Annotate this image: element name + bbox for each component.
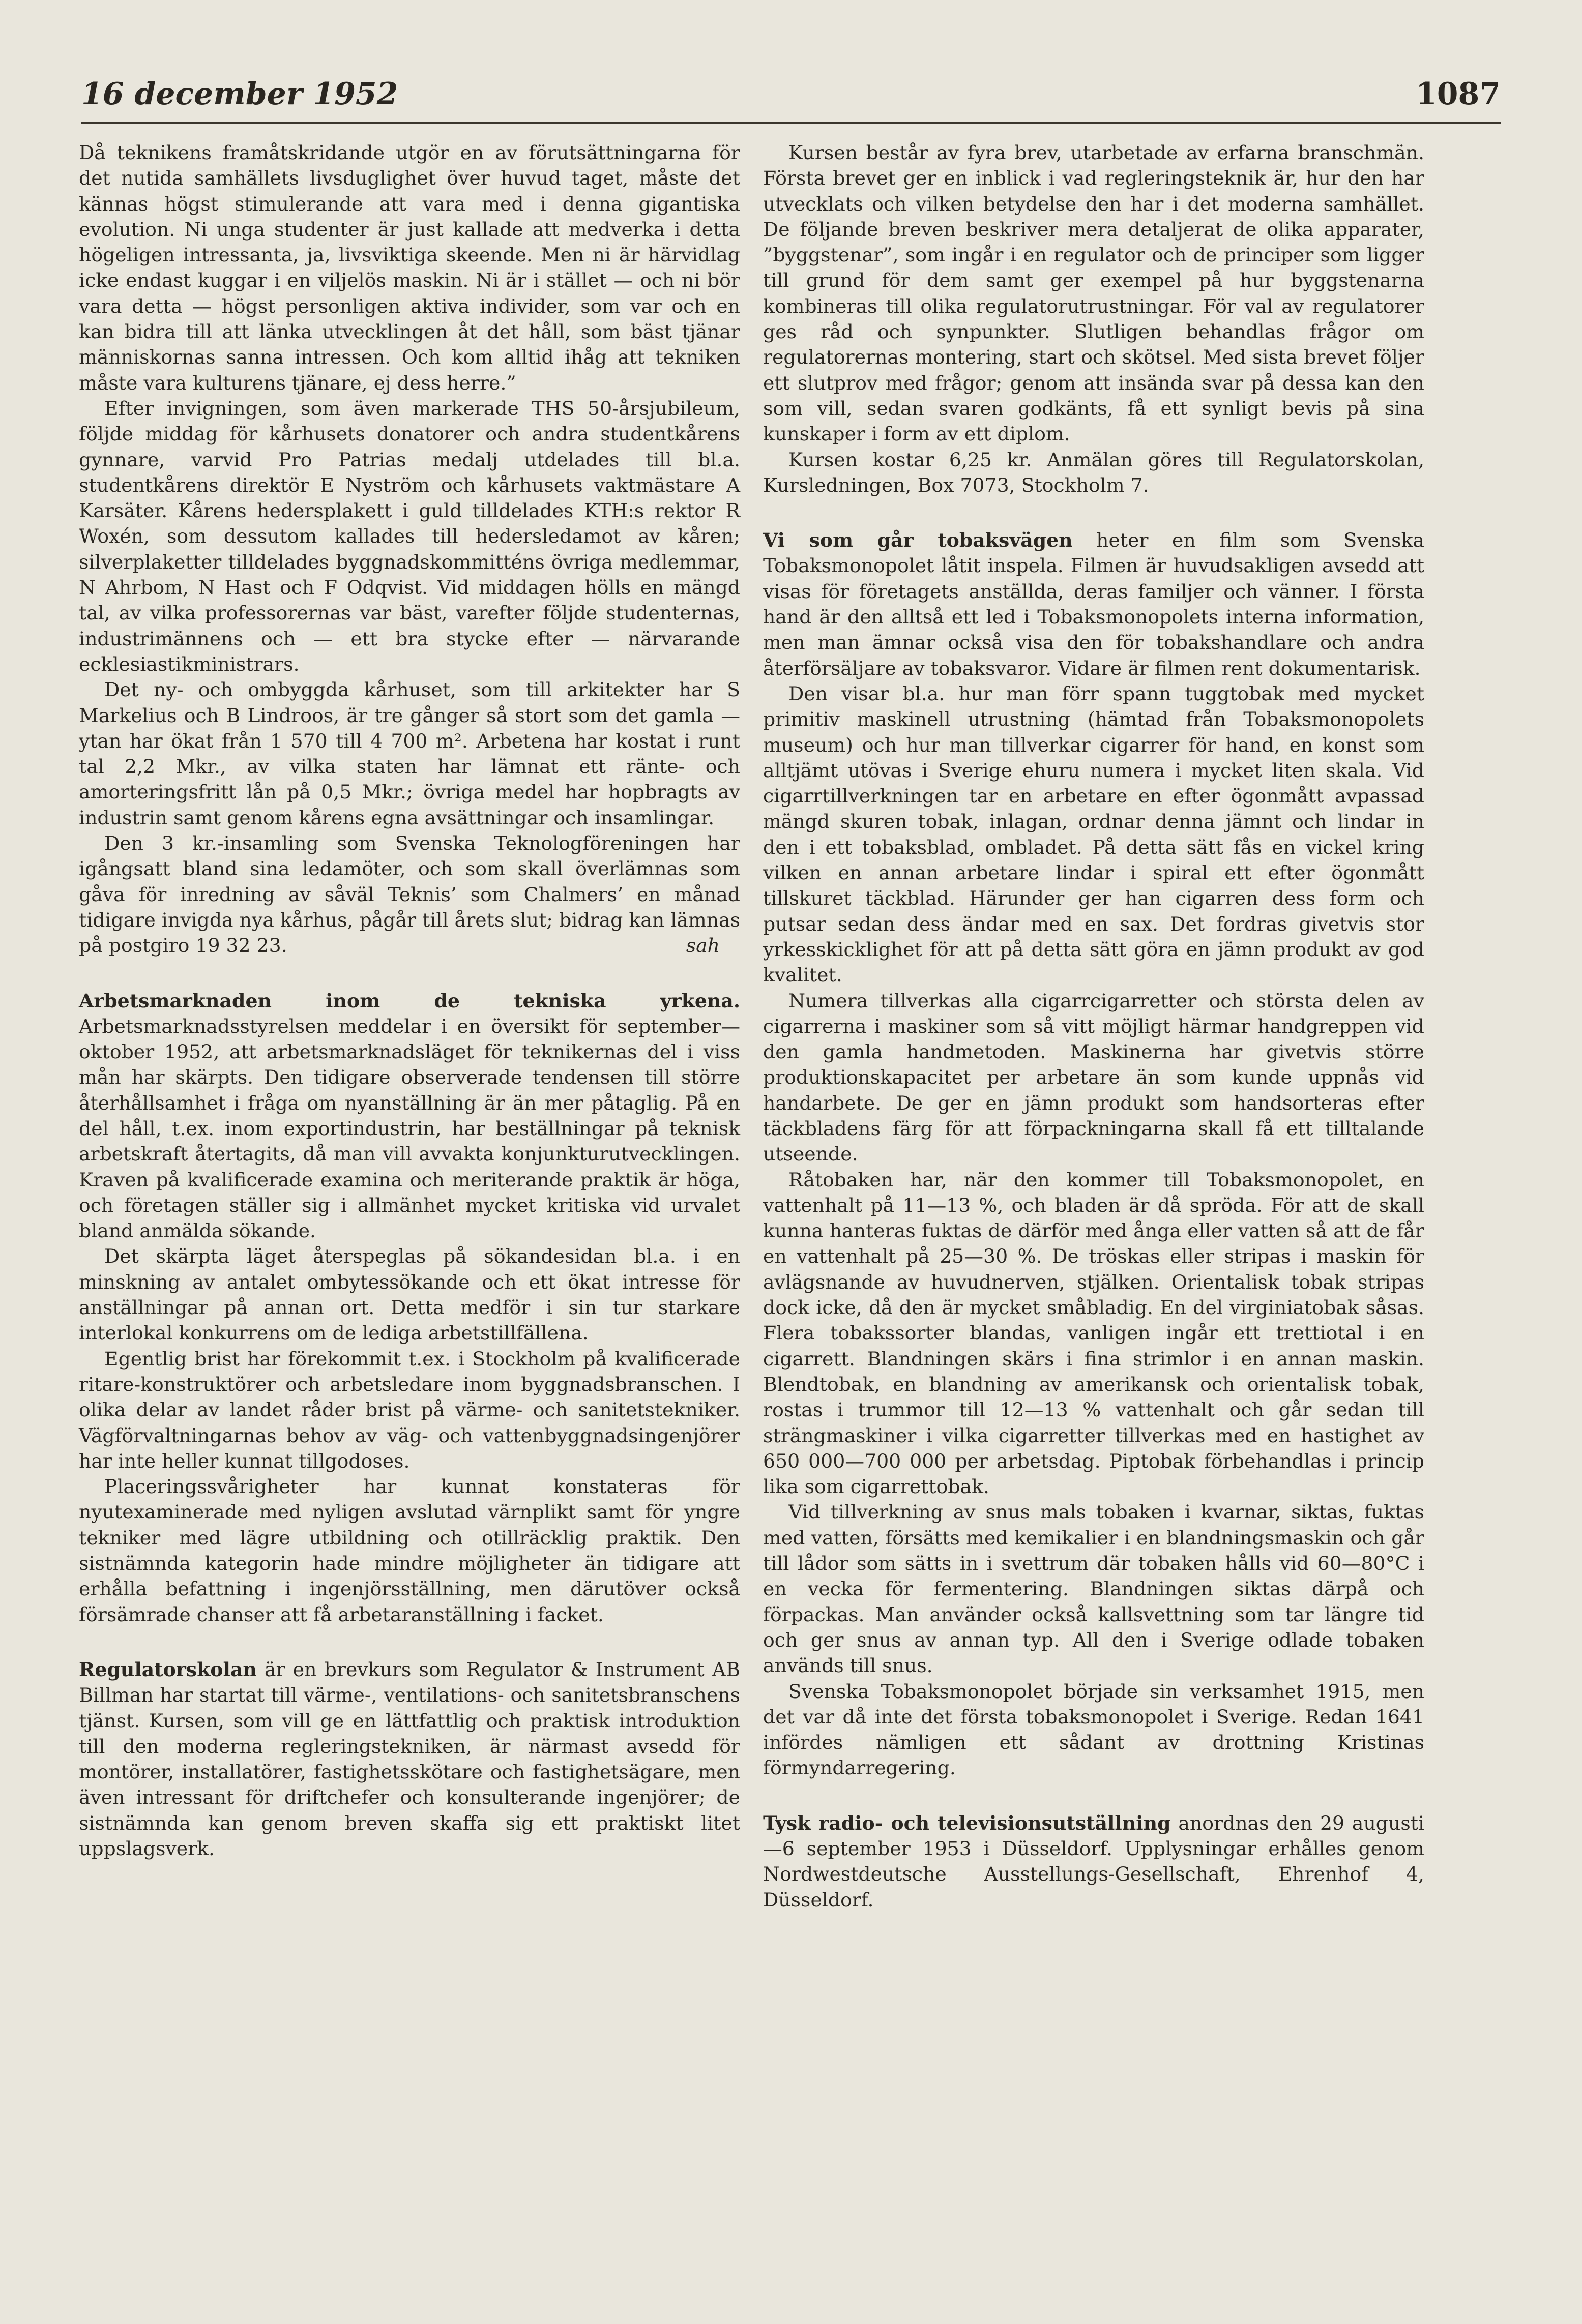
paragraph: Det ny- och ombyggda kårhuset, som till arkitekter har S Markelius och B Lindroos, är tre gånger så stort som det gamla — ytan har ökat från 1 570 till 4 700 m². Arbetena har kostat i runt tal 2,2 Mkr., av vilka staten har lämnat ett ränte- och amorteringsfritt lån på 0,5 Mkr.; övriga medel har hopbragts av industrin samt genom kårens egna avsättningar och insamlingar. xyxy=(79,678,740,829)
paragraph: Svenska Tobaksmonopolet började sin verksamhet 1915, men det var då inte det första tobaksmonopolet i Sverige. Redan 1641 infördes nämligen ett sådant av drottning Kristinas förmyndarregering. xyxy=(763,1680,1424,1779)
paragraph-text: är en brevkurs som Regulator & Instrument AB Billman har startat till värme-, ventilations- och sanitetsbranschens tjänst. Kursen, som vill ge en lättfattlig och praktisk introduktion till den moderna regleringstekniken, är närmast avsedd för montörer, installatörer, fastighetsskötare och fastighetsägare, men även intressant för driftchefer och konsulterande ingenjörer; de sistnämnda kan genom breven skaffa sig ett praktiskt litet uppslagsverk. xyxy=(79,1658,741,1860)
paragraph: Det skärpta läget återspeglas på sökandesidan bl.a. i en minskning av antalet ombytessökande och ett ökat intresse för anställningar på annan ort. Detta medför i sin tur starkare interlokal konkurrens om de lediga arbetstillfällena. xyxy=(79,1245,740,1345)
paragraph: Egentlig brist har förekommit t.ex. i Stockholm på kvalificerade ritare-konstruktörer och arbetsledare inom byggnadsbranschen. I olika delar av landet råder brist på värme- och sanitetstekniker. Vägförvaltningarnas behov av väg- och vattenbyggnadsingenjörer har inte heller kunnat tillgodoses. xyxy=(79,1347,740,1472)
section-gap xyxy=(79,1627,740,1657)
paragraph: Råtobaken har, när den kommer till Tobaksmonopolet, en vattenhalt på 11—13 %, och bladen är då spröda. För att de skall kunna hanteras fuktas de därför med ånga eller vatten så att de får en vattenhalt på 25—30 %. De tröskas eller stripas i maskin för avlägsnande av huvudnerven, stjälken. Orientalisk tobak stripas dock icke, då den är mycket småbladig. En del virginiatobak såsas. Flera tobakssorter blandas, vanligen ingår ett trettiotal i en cigarrett. Blandningen skärs i fina strimlor i en annan maskin. Blendtobak, en blandning av amerikansk och orientalisk tobak, rostas i trummor till 12—13 % vattenhalt och går sedan till strängmaskiner i vilka cigarretter tillverkas med en hastighet av 650 000—700 000 per arbetsdag. Piptobak förbehandlas i princip lika som cigarrettobak. xyxy=(763,1168,1424,1498)
paragraph: Kursen kostar 6,25 kr. Anmälan göres till Regulatorskolan, Kursledningen, Box 7073, Stockholm 7. xyxy=(763,448,1424,496)
article-tobaksvagen xyxy=(763,527,1424,681)
header-rule xyxy=(81,122,1501,124)
article-heading: Vi som går tobaksvägen xyxy=(763,529,1073,552)
article-heading: Tysk radio- och televisionsutställning xyxy=(763,1811,1171,1834)
paragraph: Den visar bl.a. hur man förr spann tuggtobak med mycket primitiv maskinell utrustning (hämtad från Tobaksmonopolets museum) och hur man tillverkar cigarrer för hand, en konst som alltjämt utövas i Sverige ehuru numera i mycket liten skala. Vid cigarrtillverkningen tar en arbetare en efter ögonmått avpassad mängd skuren tobak, inlagan, ordnar denna jämnt och lindar in den i ett tobaksblad, ombladet. På detta sätt fås en vickel kring vilken en annan arbetare lindar i spiral ett efter ögonmått tillskuret täckblad. Härunder ger han cigarren dess form och putsar sedan dess ändar med en sax. Det fordras givetvis stor yrkesskicklighet för att på detta sätt göra en jämn produkt av god kvalitet. xyxy=(763,682,1424,987)
section-gap xyxy=(763,1781,1424,1810)
section-gap xyxy=(79,959,740,988)
paragraph-text: Den 3 kr.-insamling som Svenska Teknologföreningen har igångsatt bland sina ledamöter, och som skall överlämnas som gåva för inredning av såväl Teknis’ som Chalmers’ en månad tidigare invigda nya kårhus, pågår till årets slut; bidrag kan lämnas på postgiro 19 32 23. xyxy=(79,832,740,957)
paragraph-text: anordnas den 29 augusti—6 september 1953 i Düsseldorf. Upplysningar erhålles genom Nordwestdeutsche Ausstellungs-Gesellschaft, Ehrenhof 4, Düsseldorf. xyxy=(763,1811,1424,1911)
paragraph xyxy=(79,830,740,958)
paragraph: Numera tillverkas alla cigarrcigarretter och största delen av cigarrerna i maskiner som så vitt möjligt härmar handgreppen vid den gamla handmetoden. Maskinerna har givetvis större produktionskapacitet per arbetare än som kunde uppnås vid handarbete. De ger en jämn produkt som handsorteras efter täckbladens färg för att förpackningarna skall få ett tilltalande utseende. xyxy=(763,989,1424,1166)
article-tysk-radio xyxy=(763,1810,1424,1913)
paragraph: Vid tillverkning av snus mals tobaken i kvarnar, siktas, fuktas med vatten, försätts med kemikalier i en blandningsmaskin och går till lådor som sätts in i svettrum där tobaken hålls vid 60—80°C i en vecka för fermentering. Blandningen siktas därpå och förpackas. Man använder också kallsvettning som tar längre tid och ger snus av annan typ. All den i Sverige odlade tobaken används till snus. xyxy=(763,1501,1424,1677)
section-gap xyxy=(763,498,1424,527)
issue-date: 16 december 1952 xyxy=(81,76,398,112)
paragraph: Kursen består av fyra brev, utarbetade av erfarna branschmän. Första brevet ger en inblick i vad regleringsteknik är, hur den har utvecklats och vilken betydelse den har i det moderna samhället. De följande breven beskriver mera detaljerat de olika apparater, ”byggstenar”, som ingår i en regulator och de principer som ligger till grund för dem samt ger exempel på hur byggstenarna kombineras till olika regulatorutrustningar. För val av regulatorer ges råd och synpunkter. Slutligen behandlas frågor om regulatorernas montering, start och skötsel. Med sista brevet följer ett slutprov med frågor; genom att insända svar på dessa kan den som vill, sedan svaren godkänts, få ett synligt bevis på sina kunskaper i form av ett diplom. xyxy=(763,141,1424,445)
paragraph: Då teknikens framåtskridande utgör en av förutsättningarna för det nutida samhällets livsduglighet över huvud taget, måste det kännas högst stimulerande att vara med i denna gigantiska evolution. Ni unga studenter är just kallade att medverka i detta högeligen intressanta, ja, livsviktiga skeende. Men ni är härvidlag icke endast kuggar i en viljelös maskin. Ni är i stället — och ni bör vara detta — högst personligen aktiva individer, som var och en kan bidra till att länka utvecklingen åt det håll, som bäst tjänar människornas sanna intressen. Och kom alltid ihåg att tekniken måste vara kulturens tjänare, ej dess herre.” xyxy=(79,141,740,394)
author-signature: sah xyxy=(686,934,720,957)
paragraph-text: heter en film som Svenska Tobaksmonopolet låtit inspela. Filmen är huvudsakligen avsedd att visas för företagets anställda, deras familjer och vänner. I första hand är den alltså ett led i Tobaksmonopolets interna information, men man ämnar också visa den för tobakshandlare och andra återförsäljare av tobaksvaror. Vidare är filmen rent dokumentarisk. xyxy=(763,529,1425,679)
paragraph-text: Arbetsmarknadsstyrelsen meddelar i en översikt för september—oktober 1952, att arbetsmarknadsläget för teknikernas del i viss mån har skärpts. Den tidigare observerade tendensen till större återhållsamhet i fråga om nyanställning är än mer påtaglig. På en del håll, t.ex. inom exportindustrin, har beställningar på teknisk arbetskraft återtagits, då man vill avvakta konjunkturutvecklingen. Kraven på kvalificerade examina och meriterande praktik är höga, och företagen ställer sig i allmänhet mycket kritiska vid urvalet bland anmälda sökande. xyxy=(79,1015,740,1242)
page-number: 1087 xyxy=(1416,76,1501,112)
article-arbetsmarknaden xyxy=(79,988,740,1244)
paragraph: Efter invigningen, som även markerade THS 50-årsjubileum, följde middag för kårhusets donatorer och andra studentkårens gynnare, varvid Pro Patrias medalj utdelades till bl.a. studentkårens direktör E Nyström och kårhusets vaktmästare A Karsäter. Kårens hedersplakett i guld tilldelades KTH:s rektor R Woxén, som dessutom kallades till hedersledamot av kåren; silverplaketter tilldelades byggnadskommitténs övriga medlemmar, N Ahrbom, N Hast och F Odqvist. Vid middagen hölls en mängd tal, av vilka professorernas var bäst, varefter följde studenternas, industrimännens och — ett bra stycke efter — närvarande ecklesiastikministrars. xyxy=(79,397,740,675)
right-column xyxy=(763,140,1424,1913)
left-column xyxy=(79,140,740,1861)
article-heading: Arbetsmarknaden inom de tekniska yrkena. xyxy=(79,989,740,1012)
article-heading: Regulatorskolan xyxy=(79,1658,257,1681)
running-head xyxy=(81,66,1501,122)
paragraph: Placeringssvårigheter har kunnat konstateras för nyutexaminerade med nyligen avslutad värnplikt samt för yngre tekniker med lägre utbildning och otillräcklig praktik. Den sistnämnda kategorin hade mindre möjligheter än tidigare att erhålla befattning i ingenjörsställning, men därutöver också försämrade chanser att få arbetaranställning i facket. xyxy=(79,1475,740,1626)
article-regulatorskolan xyxy=(79,1657,740,1861)
